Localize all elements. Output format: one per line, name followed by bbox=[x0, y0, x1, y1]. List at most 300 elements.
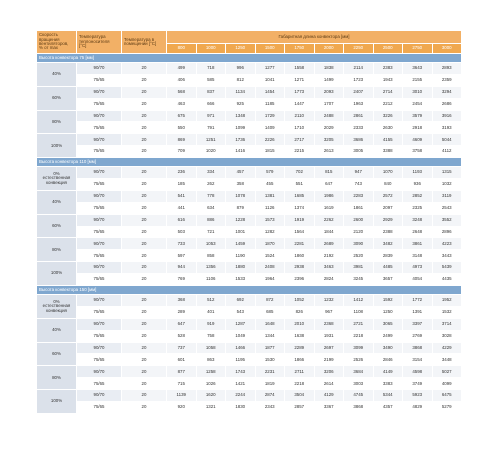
convector-performance-table bbox=[36, 30, 462, 414]
heat-output-cell: 4149 bbox=[373, 366, 403, 378]
heat-output-cell: 1530 bbox=[255, 354, 285, 366]
heat-output-cell: 837 bbox=[196, 86, 226, 98]
heat-output-cell: 685 bbox=[255, 306, 285, 318]
heat-output-cell: 1499 bbox=[314, 74, 344, 86]
heat-output-cell: 2852 bbox=[403, 190, 433, 202]
heat-output-cell: 3090 bbox=[344, 238, 374, 250]
heat-output-cell: 702 bbox=[285, 167, 315, 179]
room-temp-cell: 20 bbox=[122, 86, 167, 98]
heat-output-cell: 499 bbox=[167, 63, 197, 75]
heat-output-cell: 1931 bbox=[314, 330, 344, 342]
heat-output-cell: 3388 bbox=[373, 146, 403, 158]
heat-output-cell: 1271 bbox=[285, 74, 315, 86]
heat-output-cell: 528 bbox=[167, 330, 197, 342]
heat-output-cell: 4435 bbox=[432, 274, 462, 286]
carrier-temp-cell: 90/70 bbox=[77, 134, 122, 146]
heat-output-cell: 1195 bbox=[226, 354, 256, 366]
heat-output-cell: 1648 bbox=[255, 318, 285, 330]
heat-output-cell: 1685 bbox=[285, 190, 315, 202]
heat-output-cell: 3643 bbox=[403, 63, 433, 75]
heat-output-cell: 2846 bbox=[373, 354, 403, 366]
heat-output-cell: 3714 bbox=[432, 318, 462, 330]
heat-output-cell: 1454 bbox=[255, 86, 285, 98]
heat-output-cell: 944 bbox=[167, 262, 197, 274]
room-temp-cell: 20 bbox=[122, 134, 167, 146]
fan-speed-cell: 0% естественная конвекция bbox=[37, 295, 77, 319]
heat-output-cell: 869 bbox=[167, 134, 197, 146]
heat-output-cell: 2714 bbox=[373, 86, 403, 98]
heat-output-cell: 4609 bbox=[403, 134, 433, 146]
heat-output-cell: 1772 bbox=[403, 295, 433, 307]
heat-output-cell: 1421 bbox=[226, 378, 256, 390]
heat-output-cell: 1524 bbox=[255, 250, 285, 262]
heat-output-cell: 2215 bbox=[285, 146, 315, 158]
heat-output-cell: 2824 bbox=[314, 274, 344, 286]
fan-speed-cell: 60% bbox=[37, 342, 77, 366]
heat-output-cell: 872 bbox=[255, 295, 285, 307]
heat-output-cell: 1321 bbox=[196, 402, 226, 414]
heat-output-cell: 2697 bbox=[314, 342, 344, 354]
fan-speed-cell: 80% bbox=[37, 110, 77, 134]
fan-speed-cell: 100% bbox=[37, 262, 77, 286]
room-temp-cell: 20 bbox=[122, 354, 167, 366]
carrier-temp-cell: 75/65 bbox=[77, 306, 122, 318]
heat-output-cell: 368 bbox=[167, 295, 197, 307]
heat-output-cell: 967 bbox=[314, 306, 344, 318]
heat-output-cell: 1466 bbox=[226, 342, 256, 354]
room-temp-cell: 20 bbox=[122, 167, 167, 179]
heat-output-cell: 1838 bbox=[314, 63, 344, 75]
table-row bbox=[37, 63, 462, 75]
heat-output-cell: 1041 bbox=[255, 74, 285, 86]
table-row bbox=[37, 366, 462, 378]
section-title: Высота конвектора 75 [мм] bbox=[37, 54, 462, 63]
heat-output-cell: 1193 bbox=[403, 167, 433, 179]
table-row bbox=[37, 74, 462, 86]
heat-output-cell: 4745 bbox=[344, 390, 374, 402]
heat-output-cell: 1049 bbox=[226, 330, 256, 342]
heat-output-cell: 4129 bbox=[314, 390, 344, 402]
heat-output-cell: 585 bbox=[196, 74, 226, 86]
heat-output-cell: 3916 bbox=[432, 110, 462, 122]
table-row bbox=[37, 122, 462, 134]
carrier-temp-cell: 75/65 bbox=[77, 98, 122, 110]
heat-output-cell: 1356 bbox=[196, 262, 226, 274]
heat-output-cell: 1251 bbox=[196, 134, 226, 146]
carrier-temp-cell: 90/70 bbox=[77, 167, 122, 179]
heat-output-cell: 5923 bbox=[403, 390, 433, 402]
heat-output-cell: 3684 bbox=[344, 366, 374, 378]
heat-output-cell: 879 bbox=[226, 202, 256, 214]
heat-output-cell: 1877 bbox=[255, 342, 285, 354]
room-temp-cell: 20 bbox=[122, 390, 167, 402]
header-length-1500: 1500 bbox=[255, 44, 285, 54]
heat-output-cell: 1707 bbox=[314, 98, 344, 110]
table-row bbox=[37, 318, 462, 330]
heat-output-cell: 601 bbox=[167, 354, 197, 366]
heat-output-cell: 886 bbox=[196, 214, 226, 226]
heat-output-cell: 1416 bbox=[226, 146, 256, 158]
heat-output-cell: 3294 bbox=[432, 86, 462, 98]
heat-output-cell: 2192 bbox=[314, 250, 344, 262]
heat-output-cell: 463 bbox=[167, 98, 197, 110]
heat-output-cell: 2717 bbox=[285, 134, 315, 146]
heat-output-cell: 2630 bbox=[373, 122, 403, 134]
room-temp-cell: 20 bbox=[122, 202, 167, 214]
table-body bbox=[37, 54, 462, 414]
heat-output-cell: 1412 bbox=[344, 295, 374, 307]
heat-output-cell: 2343 bbox=[255, 402, 285, 414]
heat-output-cell: 1736 bbox=[226, 134, 256, 146]
carrier-temp-cell: 90/70 bbox=[77, 238, 122, 250]
heat-output-cell: 1409 bbox=[255, 122, 285, 134]
heat-output-cell: 715 bbox=[167, 378, 197, 390]
heat-output-cell: 2896 bbox=[432, 226, 462, 238]
heat-output-cell: 3443 bbox=[432, 250, 462, 262]
heat-output-cell: 2520 bbox=[344, 250, 374, 262]
heat-output-cell: 2600 bbox=[344, 214, 374, 226]
fan-speed-cell: 40% bbox=[37, 63, 77, 87]
section-header bbox=[37, 286, 462, 295]
heat-output-cell: 2388 bbox=[373, 226, 403, 238]
carrier-temp-cell: 75/65 bbox=[77, 354, 122, 366]
heat-output-cell: 1986 bbox=[314, 190, 344, 202]
heat-output-cell: 4598 bbox=[403, 366, 433, 378]
table-row bbox=[37, 295, 462, 307]
header-length-800: 800 bbox=[167, 44, 197, 54]
carrier-temp-cell: 75/65 bbox=[77, 250, 122, 262]
room-temp-cell: 20 bbox=[122, 110, 167, 122]
room-temp-cell: 20 bbox=[122, 74, 167, 86]
heat-output-cell: 2721 bbox=[344, 318, 374, 330]
heat-output-cell: 3206 bbox=[314, 366, 344, 378]
heat-output-cell: 2097 bbox=[373, 202, 403, 214]
heat-output-cell: 1344 bbox=[255, 330, 285, 342]
carrier-temp-cell: 75/65 bbox=[77, 179, 122, 191]
heat-output-cell: 2711 bbox=[285, 366, 315, 378]
carrier-temp-cell: 90/70 bbox=[77, 342, 122, 354]
heat-output-cell: 1348 bbox=[226, 110, 256, 122]
table-row bbox=[37, 110, 462, 122]
heat-output-cell: 512 bbox=[196, 295, 226, 307]
carrier-temp-cell: 75/65 bbox=[77, 74, 122, 86]
heat-output-cell: 550 bbox=[167, 122, 197, 134]
performance-table-sheet bbox=[36, 30, 462, 414]
heat-output-cell: 2613 bbox=[314, 146, 344, 158]
heat-output-cell: 5044 bbox=[432, 134, 462, 146]
table-row bbox=[37, 226, 462, 238]
heat-output-cell: 1564 bbox=[285, 226, 315, 238]
heat-output-cell: 2407 bbox=[344, 86, 374, 98]
heat-output-cell: 3010 bbox=[403, 86, 433, 98]
heat-output-cell: 1058 bbox=[196, 342, 226, 354]
heat-output-cell: 3657 bbox=[373, 274, 403, 286]
heat-output-cell: 1729 bbox=[255, 110, 285, 122]
room-temp-cell: 20 bbox=[122, 342, 167, 354]
heat-output-cell: 1573 bbox=[255, 214, 285, 226]
heat-output-cell: 2929 bbox=[373, 214, 403, 226]
heat-output-cell: 2231 bbox=[255, 366, 285, 378]
carrier-temp-cell: 75/65 bbox=[77, 146, 122, 158]
heat-output-cell: 3119 bbox=[432, 190, 462, 202]
heat-output-cell: 4829 bbox=[403, 402, 433, 414]
table-row bbox=[37, 146, 462, 158]
header-length-2250: 2250 bbox=[344, 44, 374, 54]
heat-output-cell: 541 bbox=[167, 190, 197, 202]
heat-output-cell: 791 bbox=[196, 122, 226, 134]
room-temp-cell: 20 bbox=[122, 366, 167, 378]
room-temp-cell: 20 bbox=[122, 214, 167, 226]
carrier-temp-cell: 90/70 bbox=[77, 190, 122, 202]
table-row bbox=[37, 390, 462, 402]
heat-output-cell: 2262 bbox=[314, 214, 344, 226]
heat-output-cell: 2689 bbox=[314, 238, 344, 250]
table-row bbox=[37, 238, 462, 250]
heat-output-cell: 769 bbox=[167, 274, 197, 286]
heat-output-cell: 5027 bbox=[432, 366, 462, 378]
heat-output-cell: 3065 bbox=[373, 318, 403, 330]
heat-output-cell: 647 bbox=[314, 179, 344, 191]
heat-output-cell: 815 bbox=[314, 167, 344, 179]
heat-output-cell: 1106 bbox=[196, 274, 226, 286]
heat-output-cell: 2110 bbox=[285, 110, 315, 122]
heat-output-cell: 1619 bbox=[314, 202, 344, 214]
heat-output-cell: 3686 bbox=[344, 134, 374, 146]
header-carrier-temperature: Температура теплоносителя [°С] bbox=[77, 31, 122, 54]
room-temp-cell: 20 bbox=[122, 179, 167, 191]
heat-output-cell: 1277 bbox=[255, 63, 285, 75]
heat-output-cell: 2218 bbox=[344, 330, 374, 342]
carrier-temp-cell: 75/65 bbox=[77, 402, 122, 414]
heat-output-cell: 1638 bbox=[285, 330, 315, 342]
heat-output-cell: 2114 bbox=[344, 63, 374, 75]
section-title: Высота конвектора 150 [мм] bbox=[37, 286, 462, 295]
heat-output-cell: 2874 bbox=[255, 390, 285, 402]
section-title: Высота конвектора 110 [мм] bbox=[37, 158, 462, 167]
table-row bbox=[37, 250, 462, 262]
heat-output-cell: 2010 bbox=[285, 318, 315, 330]
table-row bbox=[37, 98, 462, 110]
heat-output-cell: 721 bbox=[196, 226, 226, 238]
heat-output-cell: 3463 bbox=[314, 262, 344, 274]
heat-output-cell: 634 bbox=[196, 202, 226, 214]
heat-output-cell: 551 bbox=[285, 179, 315, 191]
heat-output-cell: 692 bbox=[226, 295, 256, 307]
table-row bbox=[37, 354, 462, 366]
heat-output-cell: 2199 bbox=[314, 354, 344, 366]
heat-output-cell: 877 bbox=[167, 366, 197, 378]
table-row bbox=[37, 167, 462, 179]
room-temp-cell: 20 bbox=[122, 318, 167, 330]
heat-output-cell: 568 bbox=[167, 86, 197, 98]
heat-output-cell: 3504 bbox=[285, 390, 315, 402]
room-temp-cell: 20 bbox=[122, 98, 167, 110]
heat-output-cell: 1743 bbox=[226, 366, 256, 378]
heat-output-cell: 2218 bbox=[285, 378, 315, 390]
heat-output-cell: 1620 bbox=[196, 390, 226, 402]
heat-output-cell: 2120 bbox=[344, 226, 374, 238]
carrier-temp-cell: 90/70 bbox=[77, 86, 122, 98]
heat-output-cell: 1032 bbox=[432, 179, 462, 191]
heat-output-cell: 743 bbox=[344, 179, 374, 191]
room-temp-cell: 20 bbox=[122, 378, 167, 390]
header-length-2750: 2750 bbox=[403, 44, 433, 54]
heat-output-cell: 3758 bbox=[403, 146, 433, 158]
heat-output-cell: 675 bbox=[167, 110, 197, 122]
heat-output-cell: 1134 bbox=[226, 86, 256, 98]
heat-output-cell: 1126 bbox=[255, 202, 285, 214]
heat-output-cell: 1844 bbox=[314, 226, 344, 238]
heat-output-cell: 1963 bbox=[344, 98, 374, 110]
heat-output-cell: 3868 bbox=[403, 342, 433, 354]
heat-output-cell: 1108 bbox=[344, 306, 374, 318]
heat-output-cell: 3245 bbox=[344, 274, 374, 286]
heat-output-cell: 2614 bbox=[314, 378, 344, 390]
room-temp-cell: 20 bbox=[122, 63, 167, 75]
heat-output-cell: 737 bbox=[167, 342, 197, 354]
heat-output-cell: 3383 bbox=[373, 378, 403, 390]
heat-output-cell: 2283 bbox=[344, 190, 374, 202]
table-row bbox=[37, 86, 462, 98]
header-length-3000: 3000 bbox=[432, 44, 462, 54]
carrier-temp-cell: 90/70 bbox=[77, 110, 122, 122]
heat-output-cell: 3154 bbox=[403, 354, 433, 366]
room-temp-cell: 20 bbox=[122, 306, 167, 318]
heat-output-cell: 2526 bbox=[344, 354, 374, 366]
heat-output-cell: 2543 bbox=[432, 202, 462, 214]
room-temp-cell: 20 bbox=[122, 238, 167, 250]
heat-output-cell: 858 bbox=[196, 250, 226, 262]
carrier-temp-cell: 90/70 bbox=[77, 318, 122, 330]
heat-output-cell: 2368 bbox=[314, 318, 344, 330]
heat-output-cell: 3448 bbox=[432, 354, 462, 366]
heat-output-cell: 1860 bbox=[285, 250, 315, 262]
carrier-temp-cell: 75/65 bbox=[77, 122, 122, 134]
header-length-1250: 1250 bbox=[226, 44, 256, 54]
heat-output-cell: 5439 bbox=[432, 262, 462, 274]
room-temp-cell: 20 bbox=[122, 122, 167, 134]
header-length-1000: 1000 bbox=[196, 44, 226, 54]
table-row bbox=[37, 179, 462, 191]
table-row bbox=[37, 214, 462, 226]
heat-output-cell: 358 bbox=[226, 179, 256, 191]
header-length-1750: 1750 bbox=[285, 44, 315, 54]
header-length-2500: 2500 bbox=[373, 44, 403, 54]
fan-speed-cell: 40% bbox=[37, 190, 77, 214]
heat-output-cell: 1532 bbox=[432, 306, 462, 318]
heat-output-cell: 4229 bbox=[432, 342, 462, 354]
heat-output-cell: 262 bbox=[196, 179, 226, 191]
carrier-temp-cell: 75/65 bbox=[77, 226, 122, 238]
heat-output-cell: 1723 bbox=[344, 74, 374, 86]
heat-output-cell: 758 bbox=[196, 330, 226, 342]
heat-output-cell: 1815 bbox=[255, 146, 285, 158]
heat-output-cell: 2918 bbox=[403, 122, 433, 134]
fan-speed-cell: 40% bbox=[37, 318, 77, 342]
heat-output-cell: 2281 bbox=[285, 238, 315, 250]
heat-output-cell: 2155 bbox=[403, 74, 433, 86]
heat-output-cell: 2499 bbox=[373, 330, 403, 342]
heat-output-cell: 597 bbox=[167, 250, 197, 262]
heat-output-cell: 2572 bbox=[373, 190, 403, 202]
heat-output-cell: 3099 bbox=[344, 342, 374, 354]
fan-speed-cell: 80% bbox=[37, 366, 77, 390]
heat-output-cell: 185 bbox=[167, 179, 197, 191]
heat-output-cell: 1592 bbox=[373, 295, 403, 307]
heat-output-cell: 4973 bbox=[403, 262, 433, 274]
heat-output-cell: 1228 bbox=[226, 214, 256, 226]
heat-output-cell: 1282 bbox=[255, 226, 285, 238]
room-temp-cell: 20 bbox=[122, 226, 167, 238]
room-temp-cell: 20 bbox=[122, 146, 167, 158]
heat-output-cell: 3205 bbox=[314, 134, 344, 146]
heat-output-cell: 1952 bbox=[432, 295, 462, 307]
heat-output-cell: 2408 bbox=[255, 262, 285, 274]
heat-output-cell: 236 bbox=[167, 167, 197, 179]
carrier-temp-cell: 90/70 bbox=[77, 366, 122, 378]
heat-output-cell: 1315 bbox=[432, 167, 462, 179]
heat-output-cell: 543 bbox=[226, 306, 256, 318]
heat-output-cell: 3005 bbox=[344, 146, 374, 158]
heat-output-cell: 4155 bbox=[373, 134, 403, 146]
heat-output-cell: 1139 bbox=[167, 390, 197, 402]
heat-output-cell: 2769 bbox=[403, 330, 433, 342]
header-convector-length: Габаритная длина конвектора [мм] bbox=[167, 31, 462, 44]
heat-output-cell: 812 bbox=[226, 74, 256, 86]
heat-output-cell: 2359 bbox=[432, 74, 462, 86]
heat-output-cell: 3226 bbox=[373, 110, 403, 122]
heat-output-cell: 1078 bbox=[226, 190, 256, 202]
header-length-2000: 2000 bbox=[314, 44, 344, 54]
heat-output-cell: 1287 bbox=[226, 318, 256, 330]
heat-output-cell: 3981 bbox=[344, 262, 374, 274]
fan-speed-cell: 0% естественная конвекция bbox=[37, 167, 77, 191]
heat-output-cell: 1232 bbox=[314, 295, 344, 307]
heat-output-cell: 503 bbox=[167, 226, 197, 238]
carrier-temp-cell: 75/65 bbox=[77, 202, 122, 214]
table-row bbox=[37, 190, 462, 202]
room-temp-cell: 20 bbox=[122, 295, 167, 307]
room-temp-cell: 20 bbox=[122, 250, 167, 262]
room-temp-cell: 20 bbox=[122, 402, 167, 414]
heat-output-cell: 3861 bbox=[403, 238, 433, 250]
heat-output-cell: 936 bbox=[403, 179, 433, 191]
heat-output-cell: 1381 bbox=[255, 190, 285, 202]
heat-output-cell: 4223 bbox=[432, 238, 462, 250]
heat-output-cell: 1053 bbox=[196, 238, 226, 250]
fan-speed-cell: 60% bbox=[37, 86, 77, 110]
heat-output-cell: 1964 bbox=[255, 274, 285, 286]
heat-output-cell: 2383 bbox=[373, 63, 403, 75]
heat-output-cell: 1710 bbox=[285, 122, 315, 134]
heat-output-cell: 1870 bbox=[255, 238, 285, 250]
heat-output-cell: 1026 bbox=[196, 378, 226, 390]
heat-output-cell: 840 bbox=[373, 179, 403, 191]
heat-output-cell: 2488 bbox=[314, 110, 344, 122]
heat-output-cell: 3148 bbox=[403, 250, 433, 262]
heat-output-cell: 1866 bbox=[285, 354, 315, 366]
heat-output-cell: 616 bbox=[167, 214, 197, 226]
heat-output-cell: 3028 bbox=[432, 330, 462, 342]
heat-output-cell: 947 bbox=[344, 167, 374, 179]
heat-output-cell: 1250 bbox=[373, 306, 403, 318]
fan-speed-cell: 80% bbox=[37, 238, 77, 262]
heat-output-cell: 5279 bbox=[432, 402, 462, 414]
header-room-temperature: Температура в помещении [°С] bbox=[122, 31, 167, 54]
carrier-temp-cell: 75/65 bbox=[77, 378, 122, 390]
heat-output-cell: 289 bbox=[167, 306, 197, 318]
heat-output-cell: 4054 bbox=[403, 274, 433, 286]
